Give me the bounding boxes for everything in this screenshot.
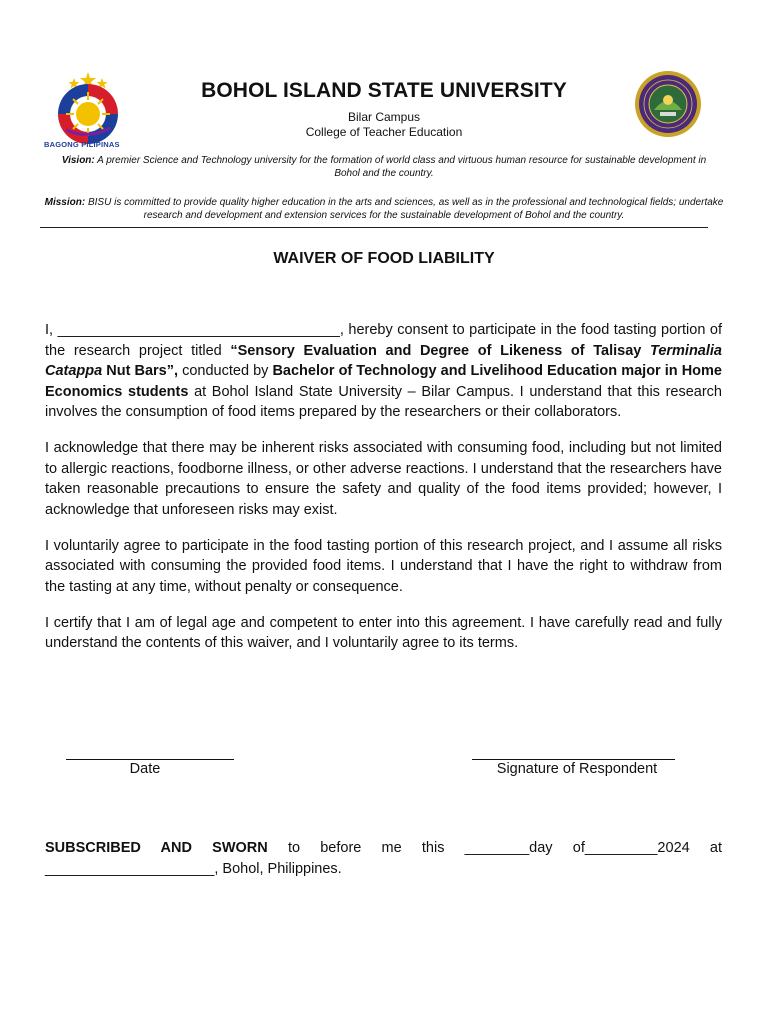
paragraph-risks: I acknowledge that there may be inherent risks associated with consuming food, including but not limited to allergic reactions, foodborne illness, or other adverse reactions. I understand that the researchers have taken reasonable precautions to ensure the safety and quality of the food items provided; however, I acknowledge that unforeseen risks may exist. bbox=[45, 440, 722, 518]
consent-rest: at Bohol Island State University – Bilar Campus. I understand that this research involves the consumption of food items prepared by the researchers or their collaborators. bbox=[45, 383, 722, 420]
project-title-b: Nut Bars”, bbox=[102, 363, 179, 379]
waiver-body bbox=[45, 320, 722, 669]
mission-label: Mission: bbox=[44, 197, 86, 208]
header-divider bbox=[40, 227, 708, 228]
mission-text: BISU is committed to provide quality higher education in the arts and sciences, as well as in the professional and technological fields; undertake research and development and extension services for the sustainable development of Bohol and the country. bbox=[87, 197, 724, 221]
mission-statement bbox=[40, 197, 728, 222]
paragraph-assumption: I voluntarily agree to participate in the food tasting portion of this research project, and I assume all risks associated with consuming the provided food items. I understand that I have the right to withdraw from the tasting at any time, without penalty or consequence. bbox=[45, 537, 722, 595]
college-name: College of Teacher Education bbox=[305, 125, 463, 139]
paragraph-certification: I certify that I am of legal age and competent to enter into this agreement. I have carefully read and fully understand the contents of this waiver, and I voluntarily agree to its terms. bbox=[45, 614, 722, 651]
project-title-a: “Sensory Evaluation and Degree of Likeness of Talisay bbox=[230, 342, 650, 359]
vision-statement bbox=[60, 154, 708, 180]
sworn-statement bbox=[45, 838, 722, 880]
sworn-lead: SUBSCRIBED AND SWORN bbox=[45, 840, 268, 856]
date-signature-line[interactable] bbox=[66, 759, 234, 760]
project-title-italic: Terminalia Catappa bbox=[45, 342, 722, 379]
respondent-signature-line[interactable] bbox=[472, 759, 675, 760]
document-title: WAIVER OF FOOD LIABILITY bbox=[273, 250, 495, 267]
program-name: Bachelor of Technology and Livelihood Education major in Home Economics students bbox=[45, 363, 722, 400]
conducted-by: conducted by bbox=[178, 363, 273, 379]
paragraph-consent bbox=[45, 320, 722, 423]
sworn-text: to before me this ________day of_________2024 at _____________________, Bohol, Philippines. bbox=[45, 840, 722, 877]
campus-name: Bilar Campus bbox=[347, 110, 421, 124]
consent-intro: I, ___________________________________, hereby consent to participate in the food tasting portion of the research project titled bbox=[45, 322, 722, 359]
vision-text: A premier Science and Technology university for the formation of world class and virtuous human resource for sustainable development in Bohol and the country. bbox=[97, 155, 707, 179]
respondent-signature-label: Signature of Respondent bbox=[496, 761, 658, 777]
university-name: BOHOL ISLAND STATE UNIVERSITY bbox=[201, 79, 567, 102]
date-label: Date bbox=[129, 761, 161, 777]
bagong-pilipinas-caption: BAGONG PILIPINAS bbox=[44, 140, 120, 149]
vision-label: Vision: bbox=[61, 155, 95, 166]
